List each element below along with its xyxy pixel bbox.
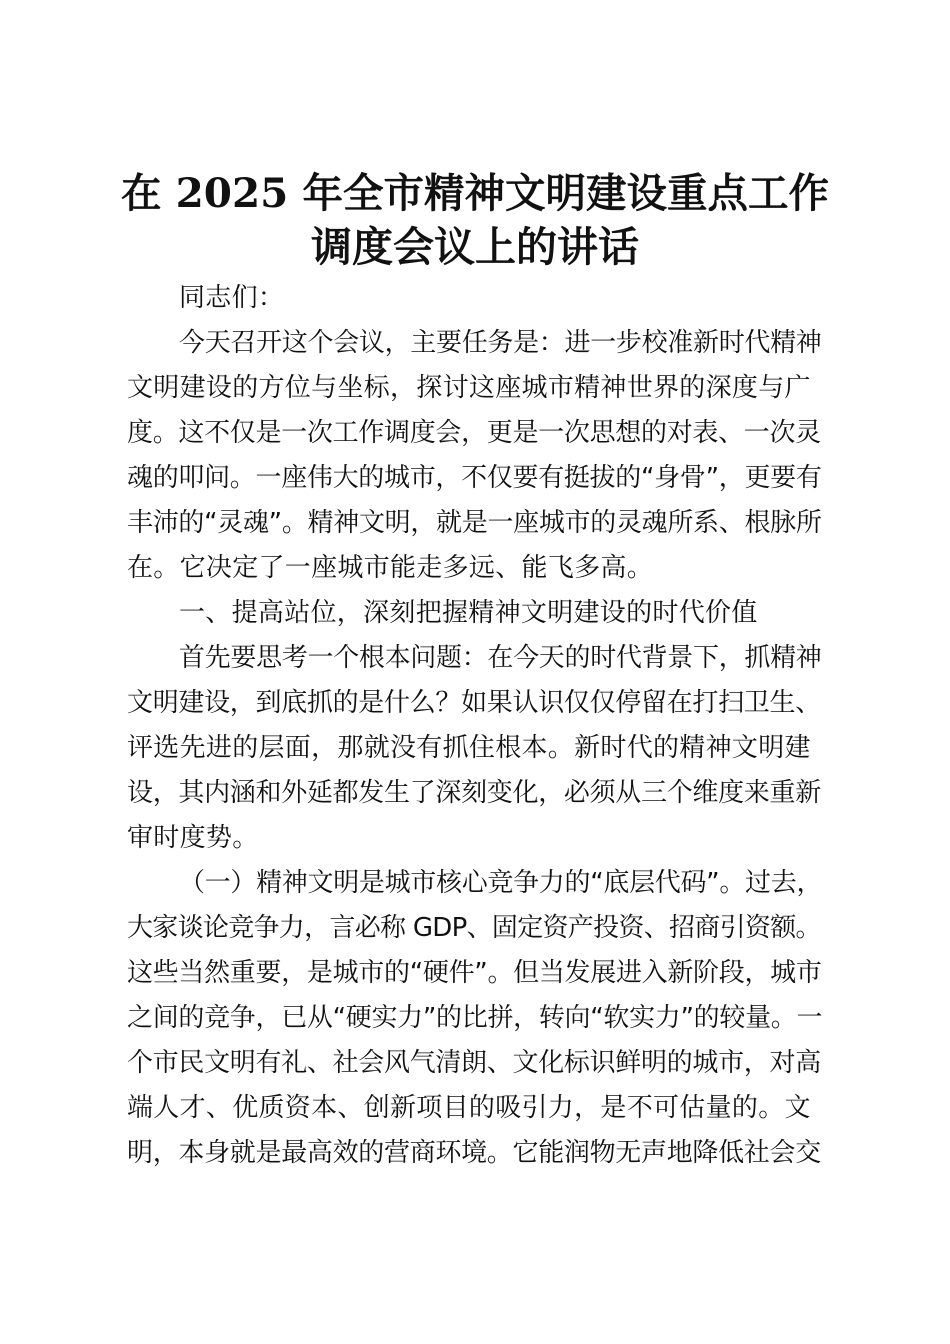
body-text-line: 大家谈论竞争力，言必称 GDP、固定资产投资、招商引资额。 (127, 913, 821, 943)
body-text-line: 同志们： (179, 283, 285, 313)
body-text-line: 丰沛的“灵魂”。精神文明，就是一座城市的灵魂所系、根脉所 (127, 508, 822, 538)
body-text-line: 魂的叩问。一座伟大的城市，不仅要有挺拔的“身骨”，更要有 (127, 463, 822, 493)
body-text-line: 度。这不仅是一次工作调度会，更是一次思想的对表、一次灵 (127, 418, 821, 448)
body-text-line: 文明建设的方位与坐标，探讨这座城市精神世界的深度与广 (127, 373, 811, 403)
body-text-line: 之间的竞争，已从“硬实力”的比拼，转向“软实力”的较量。一 (127, 1003, 823, 1033)
body-text-line: 这些当然重要，是城市的“硬件”。但当发展进入新阶段，城市 (127, 958, 822, 988)
title-line-2: 调度会议上的讲话 (311, 223, 639, 271)
body-text-line: 明，本身就是最高效的营商环境。它能润物无声地降低社会交 (127, 1138, 821, 1168)
body-text-line: 首先要思考一个根本问题：在今天的时代背景下，抓精神 (179, 643, 822, 673)
body-text-line: 个市民文明有礼、社会风气清朗、文化标识鲜明的城市，对高 (127, 1048, 821, 1078)
body-text-line: 端人才、优质资本、创新项目的吸引力，是不可估量的。文 (127, 1093, 811, 1123)
document-body (127, 276, 823, 1176)
body-text-line: 文明建设，到底抓的是什么？如果认识仅仅停留在打扫卫生、 (127, 688, 821, 718)
body-text-line: 设，其内涵和外延都发生了深刻变化，必须从三个维度来重新 (127, 778, 821, 808)
title-line-1: 在 2025 年全市精神文明建设重点工作 (121, 169, 829, 217)
body-text-line: 评选先进的层面，那就没有抓住根本。新时代的精神文明建 (127, 733, 811, 763)
body-text-line: 今天召开这个会议，主要任务是：进一步校准新时代精神 (179, 328, 822, 358)
document-title (120, 166, 830, 274)
body-text-line: 一、提高站位，深刻把握精神文明建设的时代价值 (179, 598, 758, 628)
body-text-line: 在。它决定了一座城市能走多远、能飞多高。 (127, 553, 654, 583)
body-text-line: （一）精神文明是城市核心竞争力的“底层代码”。过去， (179, 868, 823, 898)
body-text-line: 审时度势。 (127, 823, 259, 853)
